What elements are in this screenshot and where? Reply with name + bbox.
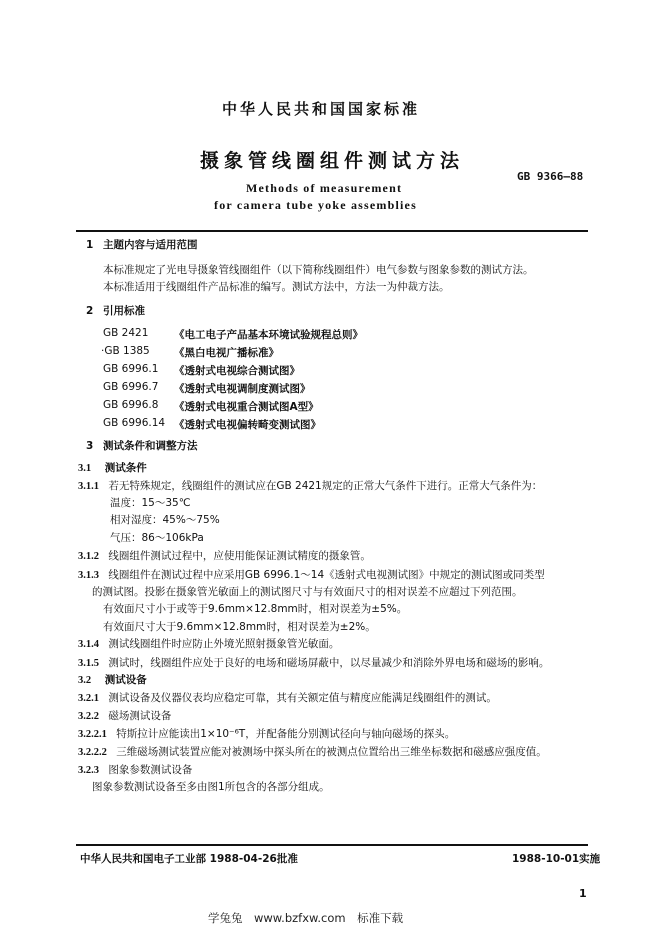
clause-text: 线圈组件在测试过程中应采用GB 6996.1～14《透射式电视测试图》中规定的测试图或同类型	[108, 569, 545, 581]
section-3-heading	[86, 438, 197, 454]
clause-3-1-4	[78, 636, 339, 653]
clause-number: 3.1.3	[78, 570, 99, 581]
section-3-number: 3	[86, 440, 94, 452]
section-2-title: 引用标准	[102, 305, 145, 317]
section-3-2-number: 3.2	[78, 675, 92, 686]
condition-humidity: 相对湿度：45%～75%	[110, 514, 220, 526]
section-3-2-heading	[78, 672, 147, 689]
clause-number: 3.2.2.2	[78, 747, 107, 758]
reference-title: 《黑白电视广播标准》	[174, 347, 279, 359]
watermark-link[interactable]: 学兔兔 www.bzfxw.com 标准下载	[208, 911, 404, 925]
section-3-1-heading	[78, 460, 147, 477]
clause-3-2-1	[78, 690, 497, 707]
clause-3-1-1	[78, 478, 542, 495]
clause-text: 磁场测试设备	[108, 710, 172, 722]
clause-text: 特斯拉计应能读出1×10⁻⁶T，并配备能分别测试径向与轴向磁场的探头。	[116, 728, 456, 740]
clause-text: 三维磁场测试装置应能对被测场中探头所在的被测点位置给出三维坐标数据和磁感应强度值。	[116, 746, 547, 758]
section-1-paragraph-2: 本标准适用于线圈组件产品标准的编写。测试方法中，方法一为仲裁方法。	[103, 281, 450, 293]
section-1-title: 主题内容与适用范围	[102, 239, 198, 251]
reference-title: 《透射式电视偏转畸变测试图》	[174, 419, 321, 431]
tolerance-large: 有效面尺寸大于9.6mm×12.8mm时，相对误差为±2%。	[103, 621, 376, 633]
section-1-heading	[86, 237, 197, 253]
clause-number: 3.2.2.1	[78, 729, 107, 740]
section-3-1-number: 3.1	[78, 463, 92, 474]
implementation-date: 1988-10-01实施	[512, 853, 601, 865]
reference-title: 《透射式电视综合测试图》	[174, 365, 300, 377]
reference-title: 《电工电子产品基本环境试验规程总则》	[174, 329, 363, 341]
clause-3-2-3-paragraph: 图象参数测试设备至多由图1所包含的各部分组成。	[92, 781, 330, 793]
standard-code: GB 9366—88	[517, 170, 584, 183]
tolerance-small: 有效面尺寸小于或等于9.6mm×12.8mm时，相对误差为±5%。	[103, 603, 408, 615]
clause-number: 3.1.2	[78, 551, 99, 562]
clause-text: 测试线圈组件时应防止外境光照射摄象管光敏面。	[108, 638, 340, 650]
section-2-number: 2	[86, 305, 94, 317]
english-title-line1: Methods of measurement	[246, 181, 403, 195]
clause-text: 若无特殊规定，线圈组件的测试应在GB 2421规定的正常大气条件下进行。正常大气条件为：	[108, 480, 543, 492]
clause-number: 3.2.1	[78, 693, 99, 704]
clause-text: 测试时，线圈组件应处于良好的电场和磁场屏蔽中，以尽量减少和消除外界电场和磁场的影响。	[108, 657, 550, 669]
clause-3-1-3-continued: 的测试图。投影在摄象管光敏面上的测试图尺寸与有效面尺寸的相对误差不应超过下列范围。	[92, 586, 523, 598]
section-1-paragraph-1: 本标准规定了光电导摄象管线圈组件（以下简称线圈组件）电气参数与图象参数的测试方法。	[103, 264, 534, 276]
clause-3-2-2-1	[78, 726, 455, 743]
clause-text: 线圈组件测试过程中，应使用能保证测试精度的摄象管。	[108, 550, 371, 562]
clause-number: 3.2.3	[78, 765, 99, 776]
clause-number: 3.1.1	[78, 481, 99, 492]
clause-number: 3.1.5	[78, 658, 99, 669]
condition-pressure: 气压：86～106kPa	[110, 532, 204, 544]
bottom-rule	[76, 844, 588, 846]
clause-3-1-3	[78, 567, 545, 584]
section-2-heading	[86, 303, 145, 319]
clause-3-2-2	[78, 708, 171, 725]
section-3-1-title: 测试条件	[104, 462, 147, 474]
reference-code: ·GB 1385	[101, 345, 150, 357]
section-1-number: 1	[86, 239, 94, 251]
section-3-2-title: 测试设备	[104, 674, 147, 686]
clause-3-1-5	[78, 655, 549, 672]
reference-code: GB 6996.8	[103, 399, 159, 411]
reference-code: GB 6996.14	[103, 417, 166, 429]
clause-number: 3.1.4	[78, 639, 99, 650]
clause-3-2-2-2	[78, 744, 547, 761]
clause-text: 测试设备及仪器仪表均应稳定可靠，其有关额定值与精度应能满足线圈组件的测试。	[108, 692, 497, 704]
reference-code: GB 6996.1	[103, 363, 159, 375]
document-title: 摄象管线圈组件测试方法	[200, 150, 465, 172]
condition-temperature: 温度：15～35℃	[110, 497, 191, 509]
page-number: 1	[579, 887, 587, 900]
reference-code: GB 6996.7	[103, 381, 159, 393]
national-standard-header: 中华人民共和国国家标准	[222, 100, 421, 118]
clause-text: 图象参数测试设备	[108, 764, 193, 776]
top-rule	[76, 230, 588, 232]
reference-title: 《透射式电视调制度测试图》	[174, 383, 311, 395]
clause-3-2-3	[78, 762, 192, 779]
approval-line: 中华人民共和国电子工业部 1988-04-26批准	[80, 853, 298, 865]
reference-title: 《透射式电视重合测试图A型》	[174, 401, 319, 413]
clause-3-1-2	[78, 548, 371, 565]
clause-number: 3.2.2	[78, 711, 99, 722]
reference-code: GB 2421	[103, 327, 149, 339]
section-3-title: 测试条件和调整方法	[102, 440, 198, 452]
english-title-line2: for camera tube yoke assemblies	[214, 198, 417, 212]
